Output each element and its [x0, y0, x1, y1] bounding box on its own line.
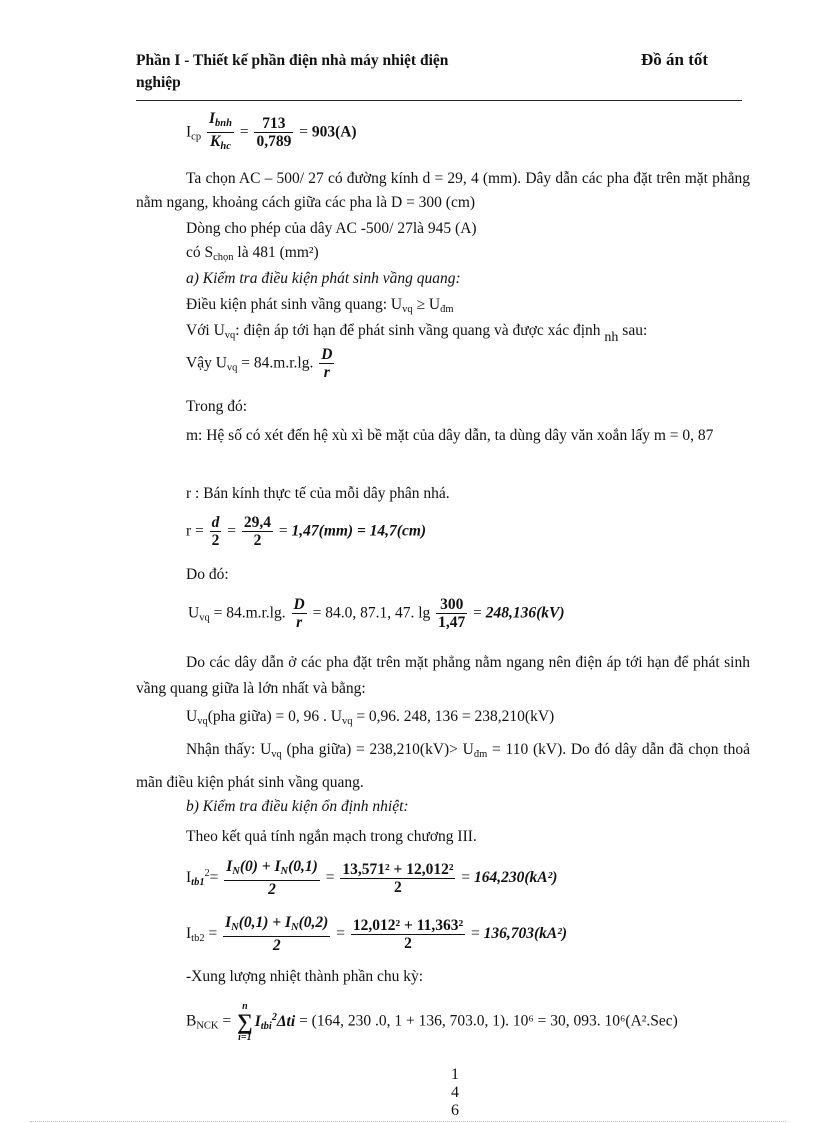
allowable-current-line: Dòng cho phép của dây AC -500/ 27là 945 (A) — [186, 220, 477, 237]
section-a-heading: a) Kiểm tra điều kiện phát sinh vầng quang: — [186, 270, 461, 287]
page-bottom-border — [30, 1121, 786, 1122]
paragraph-conclusion: Nhận thấy: $U_{vq}$ (pha giữa) = $238,210(kV)> U_{đm} = 110$ (kV). Do đó dây dẫn đã chọn thoả mãn điều kiện phát sinh vầng quang. — [136, 741, 750, 791]
therefore-label: Do đó: — [186, 566, 229, 583]
section-b-heading: b) Kiểm tra điều kiện ổn định nhiệt: — [186, 798, 409, 815]
equation-r: r = $\frac{d}{2}$ = $\frac{29,4}{2}$ = 1,47(mm) = 14,7(cm) — [186, 514, 427, 549]
header-right: Đồ án tốt — [641, 50, 709, 69]
m-coefficient-text: m: Hệ số có xét đến hệ xù xì bề mặt của dây dẫn, ta dùng dây văn xoắn lấy m = 0, 87 — [186, 427, 714, 444]
cross-section-line: có $S_{chọn}$ là 481 (mm²) — [186, 244, 319, 263]
paragraph-middle-phase: Do các dây dẫn ở các pha đặt trên mặt phẳng nằm ngang nên điện áp tới hạn để phát sinh vầng quang giữa là lớn nhất và bằng: — [136, 654, 750, 697]
header-rule — [136, 100, 742, 101]
equation-itb2: $I_{tb2}$ = $\frac{I_N(0,1) + I_N(0,2)}{2}$ = $\frac{\text{12,012² + 11,363²}}{2}$ = 136,703(kA²) — [186, 914, 568, 954]
corona-definition: Với $U_{vq}$: điện áp tới hạn để phát sinh vầng quang và được xác định $_{nh}$ sau: — [186, 322, 648, 345]
r-radius-text: r : Bán kính thực tế của mỗi dây phân nhá. — [186, 485, 450, 502]
middle-phase-voltage: $U_{vq}(pha$ giữa) = 0, 96 . $U_{vq} = 0,96$. 248, 136 = 238,210(kV) — [186, 708, 555, 727]
equation-uvq: $U_{vq} = 84.m.r.\lg$. $\frac{D}{r}$ = 84.0, 87.1, 47. lg $\frac{300}{1,47}$ = 248,136(kV) — [188, 596, 565, 631]
header-title-line2: nghiệp — [136, 74, 181, 91]
corona-condition: Điều kiện phát sinh vầng quang: $U_{vq} \ge U_{đm}$ — [186, 296, 454, 315]
where-label: Trong đó: — [186, 398, 248, 415]
paragraph-conductor-choice: Ta chọn AC – 500/ 27 có đường kính d = 29, 4 (mm). Dây dẫn các pha đặt trên mặt phẳng nằm ngang, khoảng cách giữa các pha là D = 300 (cm) — [136, 170, 750, 211]
thermal-impulse-heading: -Xung lượng nhiệt thành phần chu kỳ: — [186, 968, 424, 985]
page-number: 1 4 6 — [451, 1066, 459, 1119]
header-title-line1: Phần I - Thiết kế phần điện nhà máy nhiệt điện — [136, 52, 449, 69]
equation-icp: $I_{cp}$ $\frac{I_{bnh}}{K_{hc}}$ = $\frac{713}{0,789}$ = 903(A) — [186, 110, 357, 156]
fraction: $\frac{713}{0,789}$ — [256, 115, 292, 150]
equation-vay-uvq: Vậy $U_{vq} = 84.m.r.\lg$. $\frac{D}{r}$ — [186, 346, 333, 381]
sum-symbol: n ∑ i=1 — [237, 1001, 253, 1043]
short-circuit-reference: Theo kết quả tính ngắn mạch trong chương III. — [186, 828, 477, 845]
header-title — [136, 50, 448, 94]
equation-bnck: $B_{NCK} = n$ ∑ $i=1I_{tbi}^2\Delta ti = (164$, 230 .0, 1 + 136, 703.0, 1). 10⁶ = 30, 093. 10⁶(A².Sec) — [186, 1001, 678, 1043]
fraction: $\frac{I_{bnh}}{K_{hc}}$ — [208, 110, 232, 152]
equation-itb1: $I_{tb1}^2=$ $\frac{I_N(0) + I_N(0,1)}{2}$ = $\frac{\text{13,571² + 12,012²}}{2}$ = 164,230(kA²) — [186, 858, 558, 898]
